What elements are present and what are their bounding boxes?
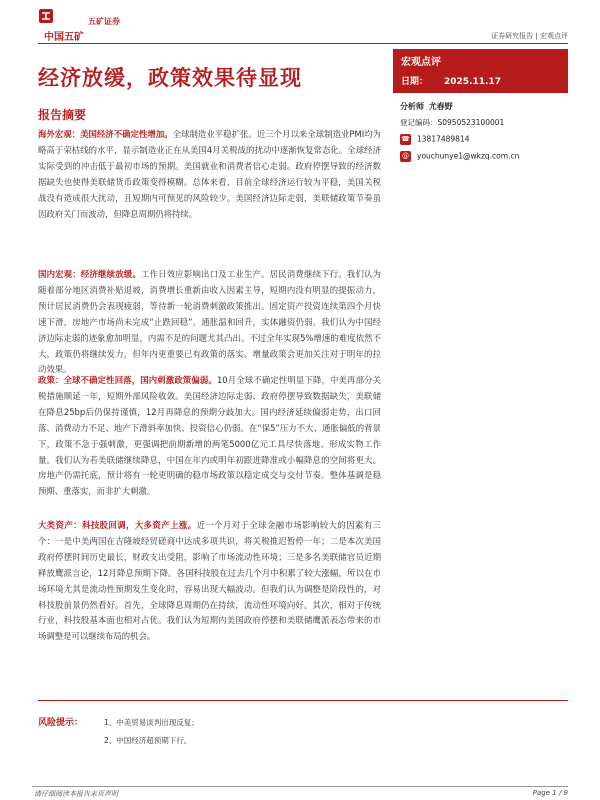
- domestic-macro-paragraph: 国内宏观：经济继续放缓。工作日效应影响出口及工业生产。居民消费继续下行。我们认为随着部分地区消费补贴退坡，消费增长重新由收入因素主导，短期内没有明显的提振动力，预计居民消费仍会表现疲弱，等待新一轮消费刺激政策推出。固定资产投资连续第四个月快速下滑，房地产市场尚未完成“止跌回稳”。通胀温和回升，实体融资仍弱。我们认为中国经济边际走弱的迹象愈加明显，内需不足的问题尤其凸出。不过全年实现5%增速的难度依然不大，政策仍将继续发力，但年内更重要已有政策的落实。增量政策会更加关注对于明年的拉动效果。: [38, 269, 382, 375]
- company-name-cn: 中国五矿: [44, 32, 84, 43]
- page-number: Page 1 / 9: [532, 789, 568, 797]
- footer-disclaimer: 请仔细阅读本报告末页声明: [34, 790, 118, 798]
- analyst-phone: ☎ 13817489814: [401, 134, 470, 144]
- overseas-macro-paragraph: 海外宏观：美国经济不确定性增加。全球制造业平稳扩张。近三个月以来全球制造业PMI均为略高于荣枯线的水平，显示制造业正在从美国4月关税战的扰动中逐渐恢复常态化。全球经济实际受到的冲击低于最初市场的预期。美国就业和消费者信心走弱。政府停摆导致的经济数据缺失也使得美联储货币政策变得模糊。总体来看，目前全球经济运行较为平稳，美国关税战没有造成很大扰动，且短期内可预见的风险较少。美国经济边际走弱，美联储政策节奏虽因政府关门而波动，但降息周期仍将持续。: [38, 129, 381, 219]
- report-type: 证券研究报告 | 宏观点评: [491, 32, 568, 40]
- registration-code: 登记编码：S0950523100001: [400, 118, 505, 127]
- risk-item: 2、中国经济超预期下行。: [104, 736, 192, 745]
- securities-name: 五矿证券: [88, 17, 120, 26]
- report-title: 经济放缓，政策效果待显现: [38, 66, 302, 90]
- abstract-title: 报告摘要: [38, 108, 87, 122]
- report-date: 日期： 2025.11.17: [401, 77, 501, 87]
- report-category: 宏观点评: [401, 57, 441, 68]
- policy-paragraph: 政策：全球不确定性回落，国内刺激政策偏弱。10月全球不确定性明显下降，中美再部分关税措施顺延一年，短期外部风险收敛。美国经济边际走弱、政府停摆导致数据缺失，美联储在降息25bp后仍保持谨慎，12月再降息的预期分歧加大。国内经济延续偏弱走势，出口回落、消费动力不足、地产下滑斜率加快、投资信心仍弱。在“保5”压力不大、通胀偏低的背景下，政策不急于强刺激，更强调把前期新增的两笔5000亿元工具尽快落地、形成实物工作量。我们认为若美联储继续降息，中国在年内或明年初跟进降准或小幅降息的空间将更大。房地产仍需托底，预计将有一轮更明确的稳市场政策以稳定成交与交付节奏。整体基调是稳预期、重落实，而非扩大刺激。: [38, 375, 381, 497]
- asset-paragraph: 大类资产：科技股回调，大多资产上涨。近一个月对于全球金融市场影响较大的因素有三个：一是中美两国在吉隆坡经贸磋商中达成多项共识，将关税推迟暂停一年；二是本次美国政府停摆时间历史最长，财政支出受阻，影响了市场流动性环境；三是多名美联储官员近期释放鹰派言论，12月降息预期下降。各国科技股在过去几个月中积累了较大涨幅，所以在市场环境尤其是流动性预期发生变化时，容易出现大幅波动。但我们认为调整是阶段性的，对科技股前景仍然看好。首先，全球降息周期仍在持续，流动性环境向好。其次，相对于传统行业，科技股基本面也相对占优。我们认为短期内美国政府停摆和美联储鹰派表态带来的市场调整是可以继续布局的机会。: [38, 520, 382, 642]
- analyst-email[interactable]: @ youchunye1@wkzq.com.cn: [402, 151, 520, 161]
- risk-title: 风险提示：: [38, 718, 84, 728]
- email-icon: @: [402, 152, 409, 160]
- header-divider: [38, 43, 568, 44]
- phone-icon: ☎: [401, 135, 410, 143]
- analyst: 分析师 尤春野: [400, 102, 453, 111]
- footer-divider: [32, 786, 568, 787]
- wukuang-logo-icon: [38, 8, 54, 24]
- sidebar-header: [393, 49, 568, 93]
- risk-divider: [38, 700, 568, 701]
- risk-item: 1、中美贸易谈判出现反复；: [104, 718, 199, 727]
